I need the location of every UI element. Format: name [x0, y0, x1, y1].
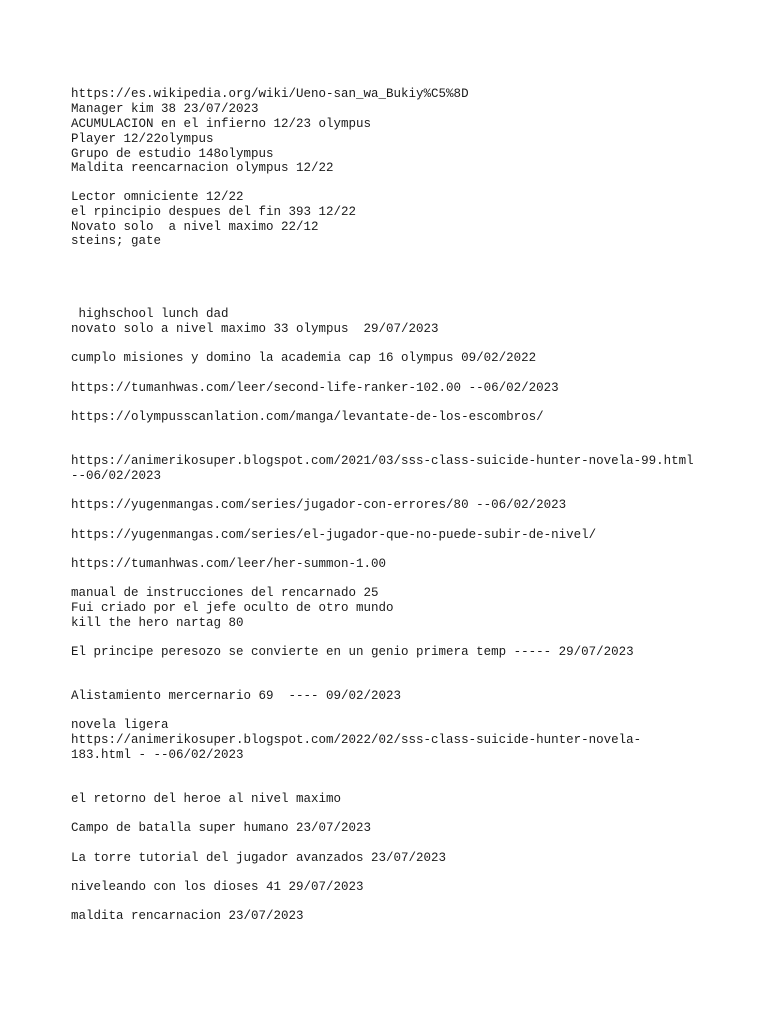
text-line: Lector omniciente 12/22	[71, 190, 244, 204]
text-line: Grupo de estudio 148olympus	[71, 147, 274, 161]
text-line: Maldita reencarnacion olympus 12/22	[71, 161, 334, 175]
text-line: maldita rencarnacion 23/07/2023	[71, 909, 304, 923]
text-line: https://yugenmangas.com/series/el-jugador-que-no-puede-subir-de-nivel/	[71, 528, 597, 542]
text-line: steins; gate	[71, 234, 162, 248]
text-line: manual de instrucciones del rencarnado 25	[71, 586, 379, 600]
text-line: --06/02/2023	[71, 469, 162, 483]
text-line: kill the hero nartag 80	[71, 616, 244, 630]
text-line: El principe peresozo se convierte en un genio primera temp ----- 29/07/2023	[71, 645, 634, 659]
text-line: https://tumanhwas.com/leer/second-life-ranker-102.00 --06/02/2023	[71, 381, 559, 395]
text-line: niveleando con los dioses 41 29/07/2023	[71, 880, 364, 894]
text-line: 183.html - --06/02/2023	[71, 748, 244, 762]
text-line: La torre tutorial del jugador avanzados 23/07/2023	[71, 851, 447, 865]
text-line: https://olympusscanlation.com/manga/levantate-de-los-escombros/	[71, 410, 544, 424]
text-line: Alistamiento mercernario 69 ---- 09/02/2023	[71, 689, 402, 703]
text-line: https://es.wikipedia.org/wiki/Ueno-san_wa_Bukiy%C5%8D	[71, 87, 469, 101]
text-line: novela ligera	[71, 718, 169, 732]
text-line: Player 12/22olympus	[71, 132, 214, 146]
text-line: Campo de batalla super humano 23/07/2023	[71, 821, 372, 835]
text-line: Fui criado por el jefe oculto de otro mundo	[71, 601, 394, 615]
text-line: Manager kim 38 23/07/2023	[71, 102, 259, 116]
text-line: https://animerikosuper.blogspot.com/2021/03/sss-class-suicide-hunter-novela-99.html	[71, 454, 694, 468]
text-line: el retorno del heroe al nivel maximo	[71, 792, 342, 806]
text-line: Novato solo a nivel maximo 22/12	[71, 220, 319, 234]
text-line: highschool lunch dad	[71, 307, 229, 321]
text-line: ACUMULACION en el infierno 12/23 olympus	[71, 117, 372, 131]
text-line: el rpincipio despues del fin 393 12/22	[71, 205, 357, 219]
text-line: cumplo misiones y domino la academia cap 16 olympus 09/02/2022	[71, 351, 537, 365]
text-line: novato solo a nivel maximo 33 olympus 29/07/2023	[71, 322, 439, 336]
text-line: https://yugenmangas.com/series/jugador-con-errores/80 --06/02/2023	[71, 498, 567, 512]
text-line: https://tumanhwas.com/leer/her-summon-1.00	[71, 557, 387, 571]
text-line: https://animerikosuper.blogspot.com/2022/02/sss-class-suicide-hunter-novela-	[71, 733, 642, 747]
